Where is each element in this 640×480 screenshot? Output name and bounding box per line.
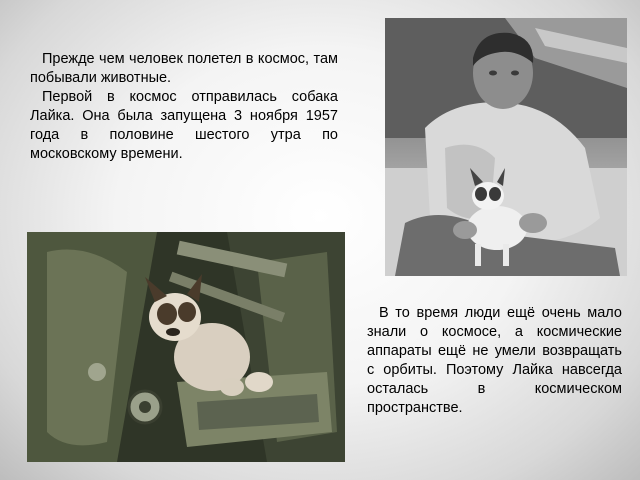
intro-paragraph-1: Прежде чем человек полетел в космос, там побывали животные. (30, 51, 338, 86)
fate-paragraph-1: В то время люди ещё очень мало знали о космосе, а космические аппараты ещё не умели возвращать с орбиты. Поэтому Лайка навсегда осталась в космическом пространстве. (367, 305, 622, 416)
intro-paragraph-2: Первой в космос отправилась собака Лайка. Она была запущена 3 ноября 1957 года в половине шестого утра по московскому времени. (30, 89, 338, 162)
laika-capsule-photo (27, 232, 345, 462)
man-with-dog-photo (385, 18, 627, 276)
fate-text-block (367, 304, 622, 418)
intro-text-block (30, 50, 338, 164)
